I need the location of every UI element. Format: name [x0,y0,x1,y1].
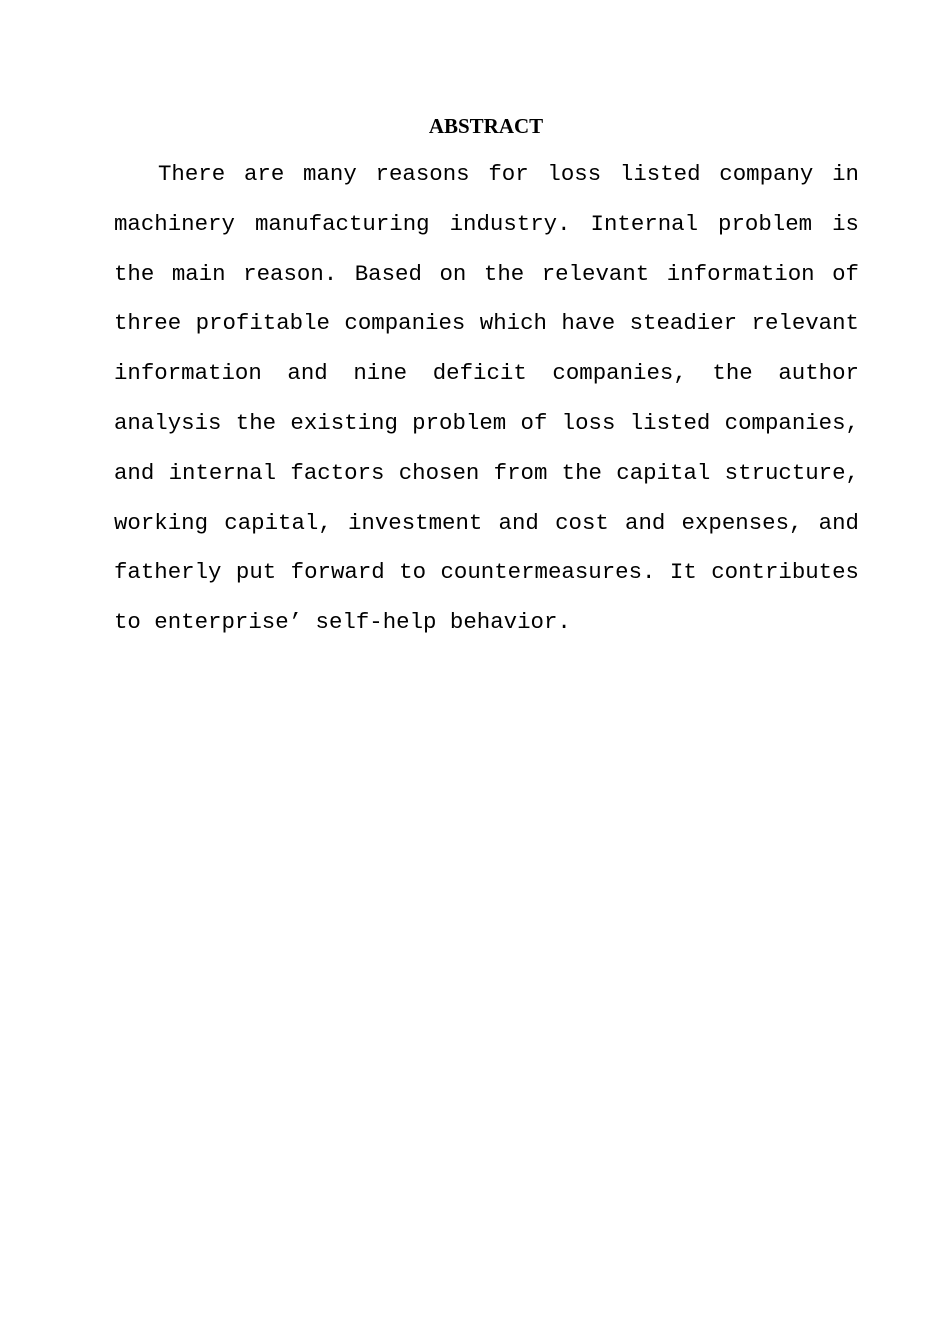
abstract-paragraph: There are many reasons for loss listed company in machinery manufacturing industry. Internal problem is the main reason. Based on the relevant information of three profitable companies which have steadier relevant information and nine deficit companies, the author analysis the existing problem of loss listed companies, and internal factors chosen from the capital structure, working capital, investment and cost and expenses, and fatherly put forward to countermeasures. It contributes to enterprise’ self-help behavior. [114,161,859,636]
abstract-heading: ABSTRACT [428,114,544,138]
